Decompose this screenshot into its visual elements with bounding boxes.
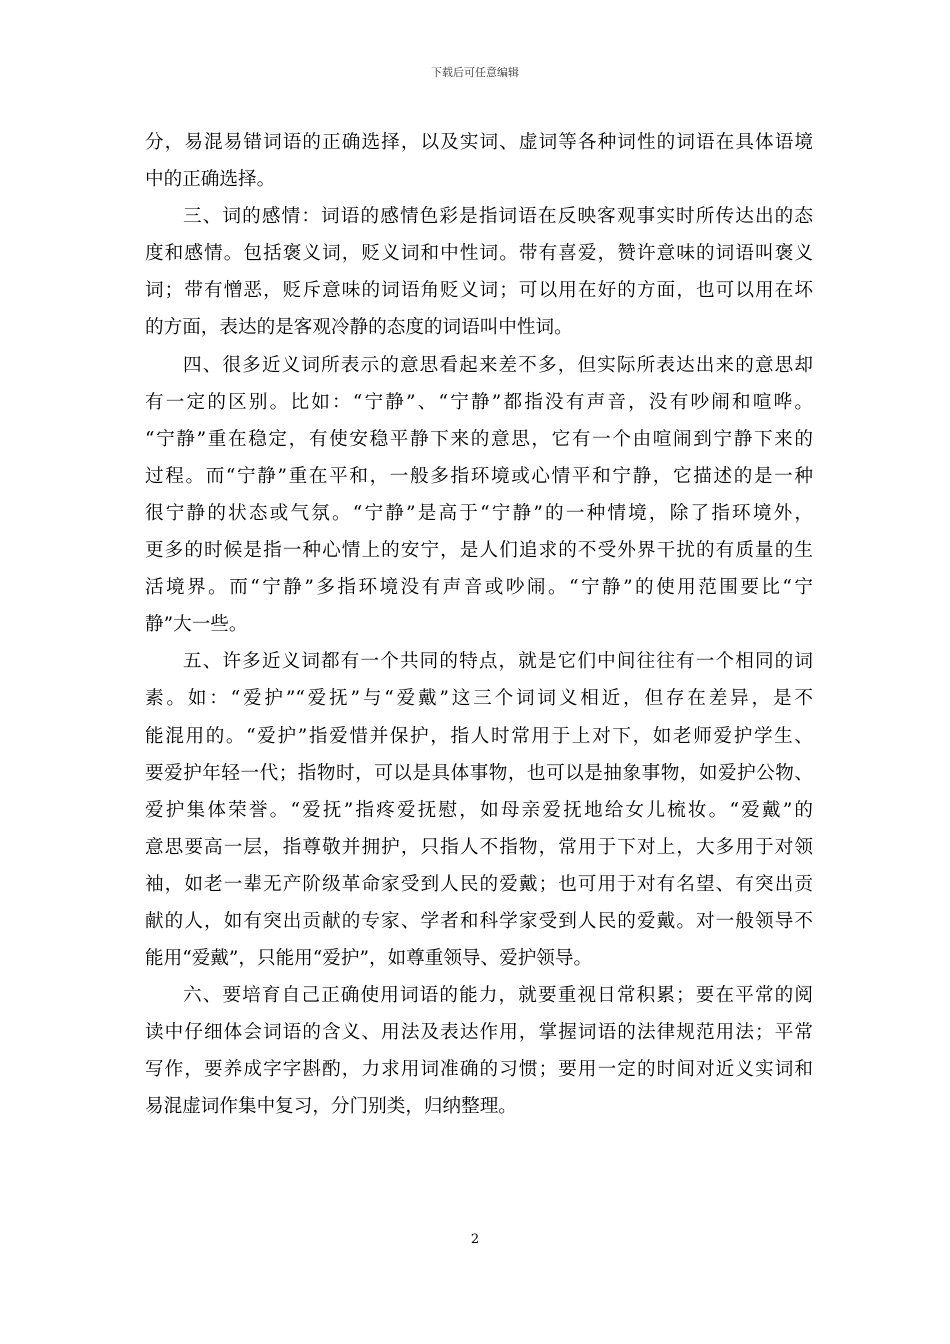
text-line: 度和感情。包括褒义词，贬义词和中性词。带有喜爱，赞许意味的词语叫褒义 xyxy=(145,243,813,265)
text-line: 要爱护年轻一代；指物时，可以是具体事物，也可以是抽象事物，如爱护公物、 xyxy=(145,762,813,784)
paragraph xyxy=(145,198,813,346)
text-line: 写作，要养成字字斟酌，力求用词准确的习惯；要用一定的时间对近义实词和 xyxy=(145,1059,813,1081)
text-line: 袖，如老一辈无产阶级革命家受到人民的爱戴；也可用于对有名望、有突出贡 xyxy=(145,873,813,895)
text-line: 过程。而“宁静”重在平和，一般多指环境或心情平和宁静，它描述的是一种 xyxy=(145,465,813,487)
paragraph xyxy=(145,347,813,644)
paragraph xyxy=(145,124,813,198)
text-line: 词；带有憎恶，贬斥意味的词语角贬义词；可以用在好的方面，也可以用在坏 xyxy=(145,280,813,302)
text-line: 读中仔细体会词语的含义、用法及表达作用，掌握词语的法律规范用法；平常 xyxy=(145,1022,813,1044)
page-header: 下载后可任意编辑 xyxy=(431,66,519,79)
text-line: 六、要培育自己正确使用词语的能力，就要重视日常积累；要在平常的阅 xyxy=(183,985,813,1007)
text-line: 中的正确选择。 xyxy=(145,169,276,191)
text-line: 活境界。而“宁静”多指环境没有声音或吵闹。“宁静”的使用范围要比“宁 xyxy=(145,577,813,599)
text-line: 意思要高一层，指尊敬并拥护，只指人不指物，常用于下对上，大多用于对领 xyxy=(145,836,813,858)
paragraph xyxy=(145,643,813,977)
text-line: 的方面，表达的是客观冷静的态度的词语叫中性词。 xyxy=(145,317,573,339)
text-line: 很宁静的状态或气氛。“宁静”是高于“宁静”的一种情境，除了指环境外， xyxy=(145,502,813,524)
text-line: 能用“爱戴”，只能用“爱护”，如尊重领导、爱护领导。 xyxy=(145,948,593,970)
text-line: 三、词的感情：词语的感情色彩是指词语在反映客观事实时所传达出的态 xyxy=(183,206,813,228)
text-line: 有一定的区别。比如：“宁静”、“宁静”都指没有声音，没有吵闹和喧哗。 xyxy=(145,391,813,413)
text-line: 能混用的。“爱护”指爱惜并保护，指人时常用于上对下，如老师爱护学生、 xyxy=(145,725,813,747)
paragraph xyxy=(145,977,813,1125)
text-line: 献的人，如有突出贡献的专家、学者和科学家受到人民的爱戴。对一般领导不 xyxy=(145,910,813,932)
text-line: 爱护集体荣誉。“爱抚”指疼爱抚慰，如母亲爱抚地给女儿梳妆。“爱戴”的 xyxy=(145,799,813,821)
text-line: 分，易混易错词语的正确选择，以及实词、虚词等各种词性的词语在具体语境 xyxy=(145,132,813,153)
text-line: 素。如：“爱护”“爱抚”与“爱戴”这三个词词义相近，但存在差异，是不 xyxy=(145,688,813,710)
page-number: 2 xyxy=(470,1232,480,1247)
text-line: 静”大一些。 xyxy=(145,614,248,636)
text-line: 四、很多近义词所表示的意思看起来差不多，但实际所表达出来的意思却 xyxy=(183,354,813,376)
text-line: “宁静”重在稳定，有使安稳平静下来的意思，它有一个由喧闹到宁静下来的 xyxy=(145,428,813,450)
body-text xyxy=(145,124,813,1126)
text-line: 五、许多近义词都有一个共同的特点，就是它们中间往往有一个相同的词 xyxy=(183,651,813,673)
text-line: 更多的时候是指一种心情上的安宁，是人们追求的不受外界干扰的有质量的生 xyxy=(145,540,813,562)
text-line: 易混虚词作集中复习，分门别类，归纳整理。 xyxy=(145,1096,517,1118)
